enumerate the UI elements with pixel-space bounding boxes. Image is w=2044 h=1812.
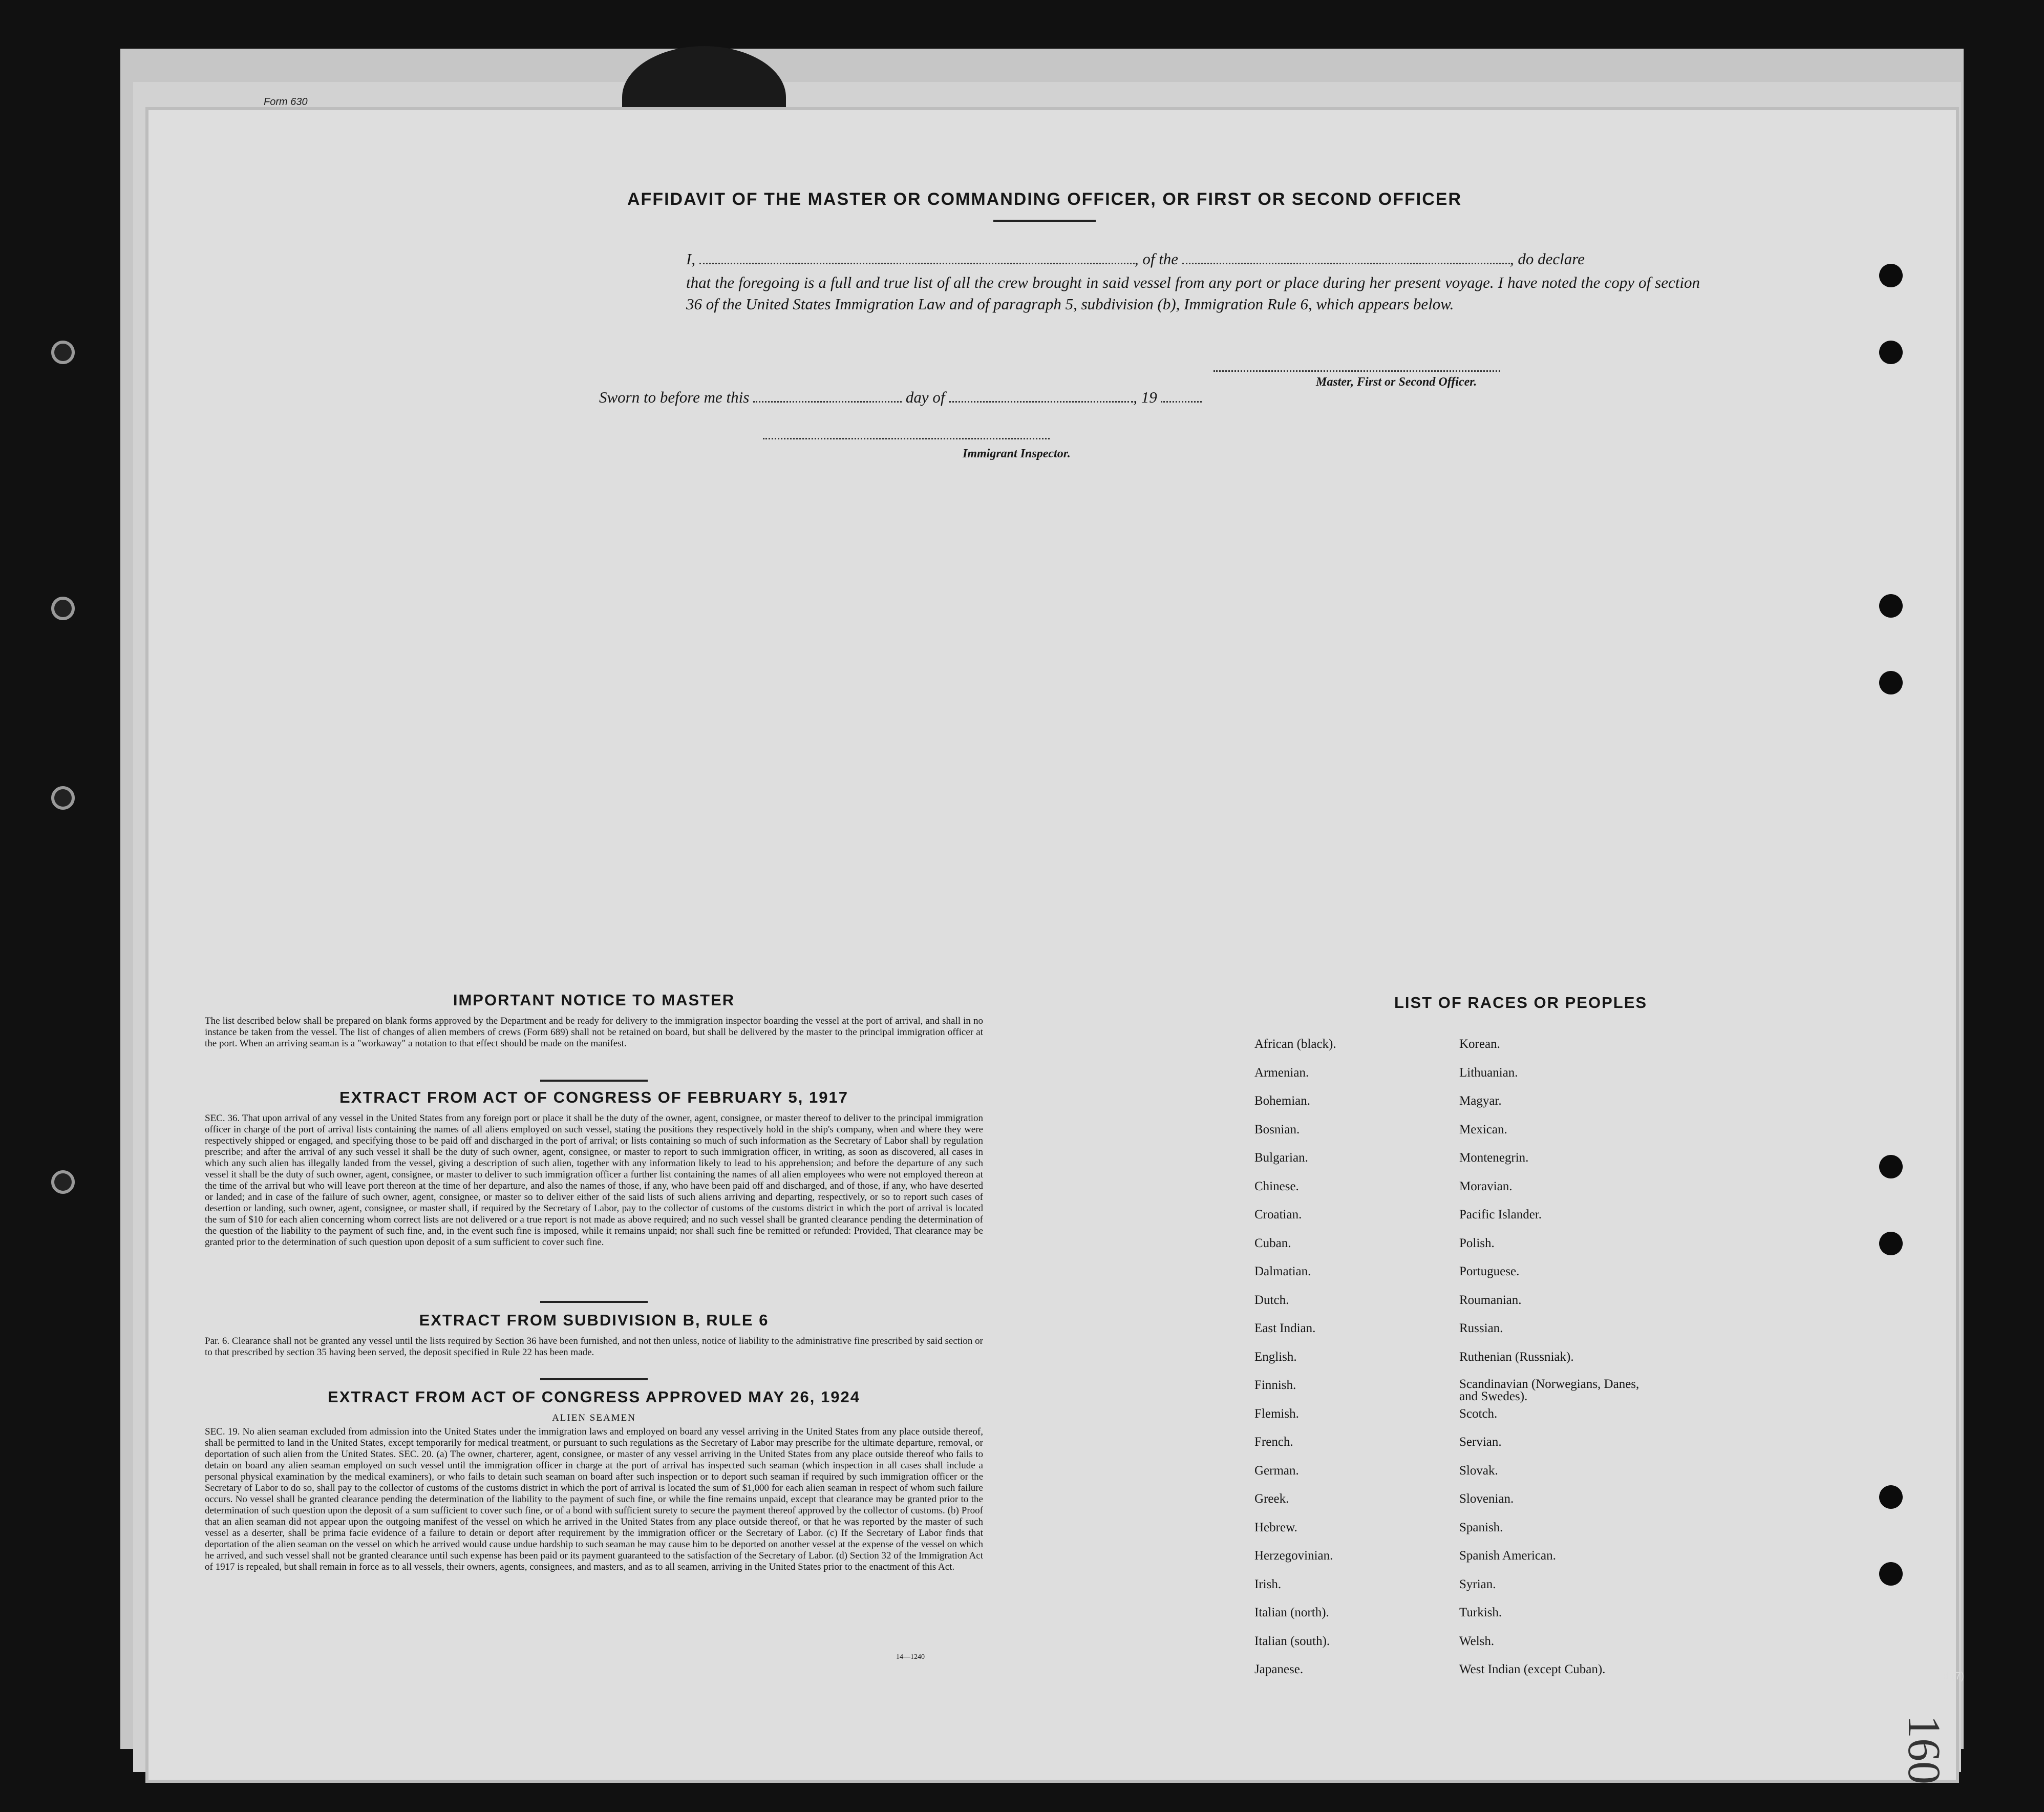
race-item: Chinese. (1254, 1179, 1299, 1193)
handwritten-number: 160 (1899, 1715, 1949, 1784)
race-item: Spanish American. (1459, 1549, 1556, 1563)
race-item: Moravian. (1459, 1179, 1513, 1193)
race-item: Bosnian. (1254, 1122, 1300, 1136)
punch-hole (1879, 1485, 1903, 1509)
race-item: Croatian. (1254, 1208, 1302, 1221)
race-item: Japanese. (1254, 1662, 1304, 1676)
subdivision-text: Par. 6. Clearance shall not be granted any vessel until the lists required by Section 36 have been furnished, and not then unless, notice of liability to the administrative fine prescribed by said section or to that prescribed by section 35 having been served, the deposit specified in Rule 22 has been made. (205, 1336, 983, 1358)
year-label: , 19 (1133, 388, 1157, 406)
binder-ring (51, 1170, 75, 1194)
notice-text: The list described below shall be prepared on blank forms approved by the Department and be ready for delivery to the immigration inspector boarding the vessel at the port of arrival, and shall in no instance be taken from the vessel. The list of changes of alien members of crews (Form 689) shall not be retained on board, but shall be delivered by the master to the principal immigration officer at the port. When an arriving seaman is a "workaway" a notation to that effect should be made on the manifest. (205, 1016, 983, 1049)
race-item: Syrian. (1459, 1577, 1496, 1591)
race-item: Greek. (1254, 1492, 1289, 1506)
race-item: Slovak. (1459, 1463, 1498, 1478)
race-item: Polish. (1459, 1236, 1495, 1250)
binder-ring (51, 597, 75, 620)
punch-hole (1879, 264, 1903, 287)
declare-label: , do declare (1509, 250, 1585, 268)
extract-1924-text: SEC. 19. No alien seaman excluded from admission into the United States under the immigration laws and employed on board any vessel arriving in the United States from any place outside thereof, shall be permitted to land in the United States, except temporarily for medical treatment, or pursuant to such regulations as the Secretary of Labor may prescribe for the ultimate departure, removal, or deportation of such alien from the United States. SEC. 20. (a) The owner, charterer, agent, consignee, or master of any vessel arriving in the United States from any place outside thereof who fails to detain on board any alien seaman employed on such vessel until the immigration officer in charge at the port of arrival has inspected such seaman (which inspection in all cases shall include a personal physical examination by the medical examiners), or who fails to detain such seaman on board after such inspection or to deport such seaman if required by such immigration officer or the Secretary of Labor to do so, shall pay to the collector of customs of the customs district in which the port of arrival is located the sum of $1,000 for each alien seaman in respect of whom such failure occurs. No vessel shall be granted clearance pending the determination of the liability to the payment of such fine, or while the fine remains unpaid, except that clearance may be granted prior to the determination of such question upon the deposit of a sum sufficient to cover such fine, or of a bond with sufficient surety to secure the payment thereof approved by the collector of customs. (b) Proof that an alien seaman did not appear upon the outgoing manifest of the vessel on which he arrived in the United States from any place outside thereof, or that he was reported by the master of such vessel as a deserter, shall be prima facie evidence of a failure to detain or deport after requirement by the immigration officer or the Secretary of Labor. (c) If the Secretary of Labor finds that deportation of the alien seaman on the vessel on which he arrived would cause undue hardship to such seaman he may cause him to be deported on another vessel at the expense of the vessel on which he arrived, and such vessel shall not be granted clearance until such expense has been paid or its payment guaranteed to the satisfaction of the Secretary of Labor. (d) Section 32 of the Immigration Act of 1917 is repealed, but shall remain in force as to all vessels, their owners, agents, consignees, and masters, and as to all seamen, arriving in the United States prior to the enactment of this Act. (205, 1426, 983, 1572)
race-item: Dutch. (1254, 1293, 1289, 1307)
form-label: Form 630 (264, 96, 308, 108)
day-of-label: day of (905, 388, 945, 406)
races-title: LIST OF RACES OR PEOPLES (1394, 994, 1648, 1012)
sworn-label: Sworn to before me this (599, 388, 750, 406)
notice-title: IMPORTANT NOTICE TO MASTER (453, 991, 735, 1009)
race-item: German. (1254, 1463, 1299, 1478)
title-rule (993, 220, 1096, 222)
race-item: Armenian. (1254, 1065, 1309, 1080)
inspector-label: Immigrant Inspector. (963, 447, 1071, 460)
extract-1917-title: EXTRACT FROM ACT OF CONGRESS OF FEBRUARY 5, 1917 (339, 1088, 848, 1106)
race-item: Cuban. (1254, 1236, 1291, 1250)
race-item: Magyar. (1459, 1094, 1502, 1108)
race-item: Pacific Islander. (1459, 1208, 1542, 1221)
race-item: Russian. (1459, 1321, 1503, 1335)
race-item: Dalmatian. (1254, 1265, 1311, 1278)
race-item: Montenegrin. (1459, 1151, 1529, 1165)
race-item: Herzegovinian. (1254, 1549, 1333, 1563)
declarant-name-field[interactable] (699, 263, 1135, 264)
race-item: Italian (south). (1254, 1634, 1330, 1648)
manifest-page (148, 110, 1956, 1784)
race-item: Korean. (1459, 1037, 1500, 1051)
sworn-day-field[interactable] (753, 401, 902, 403)
race-item: Irish. (1254, 1577, 1282, 1591)
vessel-name-field[interactable] (1182, 263, 1510, 264)
subdivision-rule (540, 1378, 648, 1380)
race-item: Bulgarian. (1254, 1151, 1308, 1165)
race-item: Finnish. (1254, 1378, 1296, 1392)
notice-rule (540, 1080, 648, 1082)
race-item: Lithuanian. (1459, 1065, 1518, 1080)
race-item: Roumanian. (1459, 1293, 1522, 1307)
extract-1917-text: SEC. 36. That upon arrival of any vessel in the United States from any foreign port or place it shall be the duty of the owner, agent, consignee, or master thereof to deliver to the principal immigration officer in charge of the port of arrival lists containing the names of all aliens employed on such vessel, stating the positions they respectively hold in the ship's company, when and where they were respectively shipped or engaged, and specifying those to be paid off and discharged in the port of arrival; or lists containing so much of such information as the Secretary of Labor shall by regulation prescribe; and after the arrival of any such vessel it shall be the duty of such owner, agent, consignee, or master to report to such immigration officer, in writing, as soon as discovered, all cases in which any such alien has illegally landed from the vessel, giving a description of such alien, together with any information likely to lead to his apprehension; and before the departure of any such vessel it shall be the duty of such owner, agent, consignee, or master to deliver to such immigration officer a further list containing the names of all alien employees who were not employed thereon at the time of the arrival but who will leave port thereon at the time of her departure, and also the names of those, if any, who have been paid off and discharged, and of those, if any, who have deserted or landed; and in case of the failure of such owner, agent, consignee, or master so to deliver either of the said lists of such aliens arriving and departing, respectively, or so to report such cases of desertion or landing, such owner, agent, consignee, or master shall, if required by the Secretary of Labor, pay to the collector of customs of the customs district in which the port of arrival is located the sum of $10 for each alien concerning whom correct lists are not delivered or a true report is not made as above required; and no such vessel shall be granted clearance pending the determination of the question of the liability to the payment of such fine, and, in the event such fine is imposed, while it remains unpaid; nor shall such fine be remitted or refunded: Provided, That clearance may be granted prior to the determination of such question upon deposit of a sum sufficient to cover such fine. (205, 1113, 983, 1248)
race-item: Hebrew. (1254, 1520, 1297, 1534)
sworn-month-field[interactable] (949, 401, 1133, 403)
punch-hole (1879, 341, 1903, 364)
extract-1924-title: EXTRACT FROM ACT OF CONGRESS APPROVED MAY 26, 1924 (328, 1388, 860, 1406)
punch-hole (1879, 1232, 1903, 1255)
inspector-signature-line[interactable] (763, 438, 1050, 439)
race-item: African (black). (1254, 1037, 1336, 1051)
extract-1924-subtitle: ALIEN SEAMEN (552, 1413, 636, 1423)
race-item: Servian. (1459, 1435, 1502, 1449)
master-signature-label: Master, First or Second Officer. (1316, 375, 1477, 389)
race-item: French. (1254, 1435, 1293, 1449)
race-item: Mexican. (1459, 1122, 1507, 1136)
race-item: Welsh. (1459, 1634, 1495, 1648)
race-item: Scandinavian (Norwegians, Danes, and Swedes). (1459, 1377, 1640, 1403)
race-item: Scotch. (1459, 1406, 1498, 1421)
race-item: Slovenian. (1459, 1492, 1514, 1506)
race-item: Portuguese. (1459, 1265, 1520, 1278)
punch-hole (1879, 1155, 1903, 1178)
punch-hole (1879, 594, 1903, 618)
declarant-prefix: I, (686, 250, 696, 268)
race-item: Ruthenian (Russniak). (1459, 1350, 1574, 1364)
punch-hole (1879, 1562, 1903, 1586)
edge-label: d (7) (1943, 1671, 1965, 1682)
print-code: 14—1240 (896, 1653, 925, 1661)
sworn-year-field[interactable] (1161, 401, 1202, 403)
race-item: Bohemian. (1254, 1094, 1311, 1108)
declaration-line (686, 248, 1700, 270)
race-item: Spanish. (1459, 1520, 1503, 1534)
affidavit-title: AFFIDAVIT OF THE MASTER OR COMMANDING OFFICER, OR FIRST OR SECOND OFFICER (627, 189, 1462, 209)
race-item: Italian (north). (1254, 1606, 1329, 1619)
sworn-line (599, 387, 1470, 408)
race-item: Flemish. (1254, 1406, 1299, 1421)
race-item: English. (1254, 1350, 1297, 1364)
binder-ring (51, 341, 75, 364)
subdivision-title: EXTRACT FROM SUBDIVISION B, RULE 6 (419, 1311, 769, 1329)
binder-ring (51, 786, 75, 810)
of-the-label: , of the (1134, 250, 1179, 268)
race-item: West Indian (except Cuban). (1459, 1662, 1606, 1676)
race-item: East Indian. (1254, 1321, 1316, 1335)
extract-1917-rule (540, 1301, 648, 1303)
punch-hole (1879, 671, 1903, 694)
declaration-body: that the foregoing is a full and true list of all the crew brought in said vessel from any port or place during her present voyage. I have noted the copy of section 36 of the United States Immigration Law and of paragraph 5, subdivision (b), Immigration Rule 6, which appears below. (686, 273, 1700, 313)
race-item: Turkish. (1459, 1606, 1502, 1619)
